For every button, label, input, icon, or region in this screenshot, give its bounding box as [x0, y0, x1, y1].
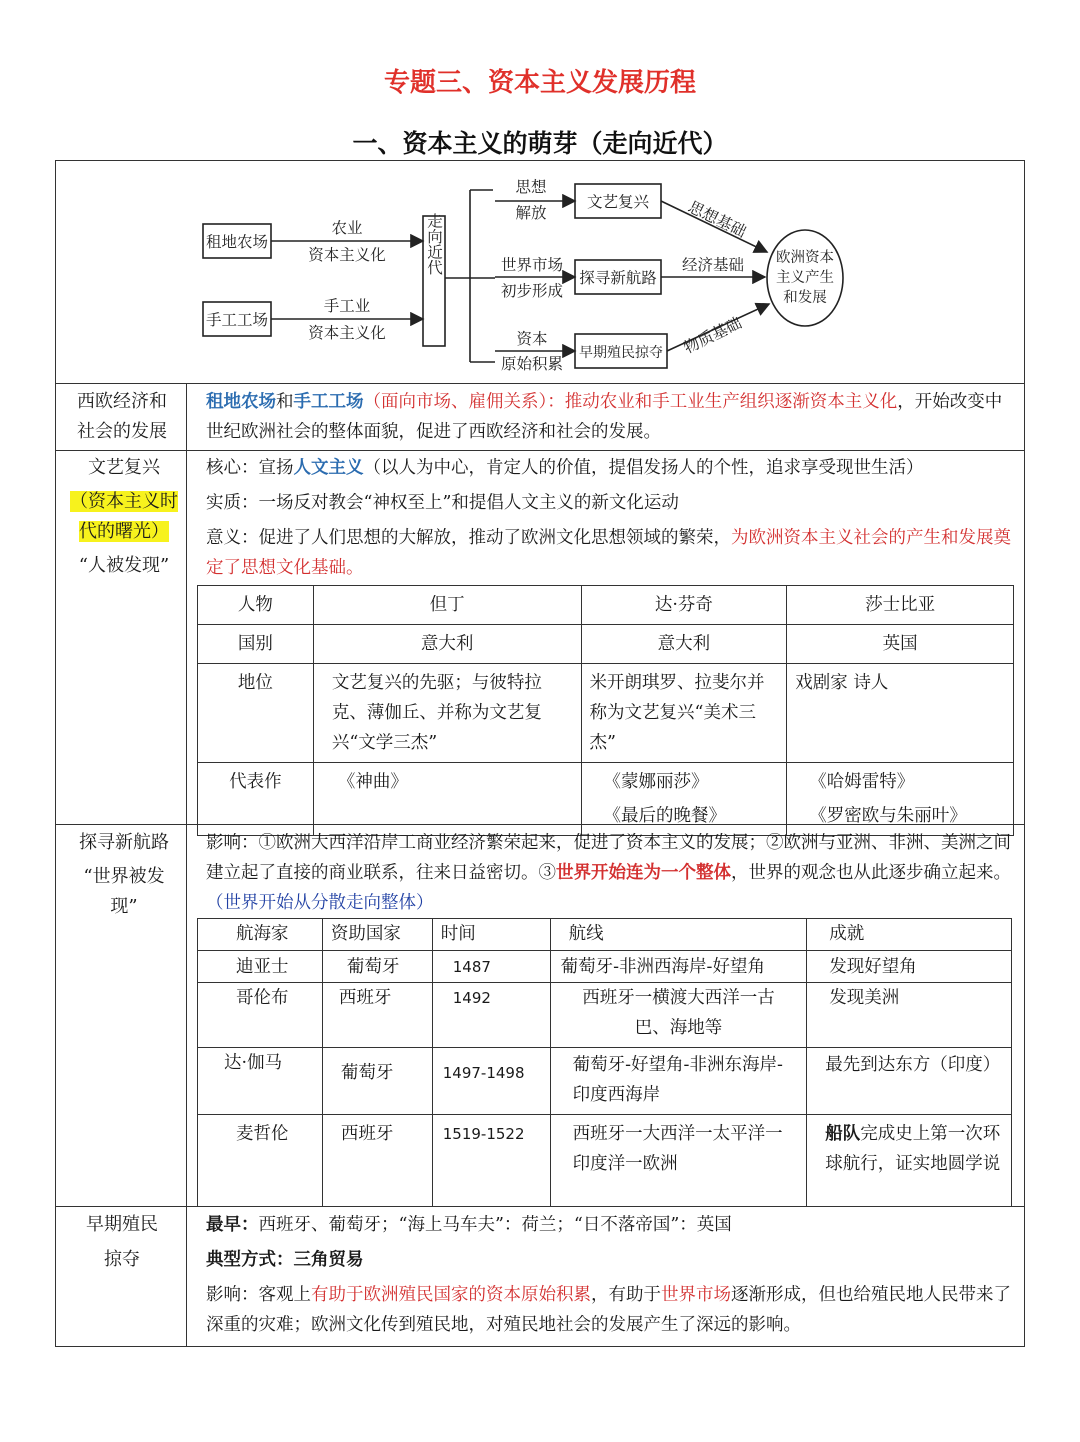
- row-label-line: 西欧经济和: [77, 391, 167, 412]
- highlighted-label: （资本主义时代的曙光）: [70, 491, 178, 542]
- table-cell: 莎士比亚: [787, 586, 1014, 625]
- table-cell: 葡萄牙-好望角-非洲东海岸-印度西海岸: [550, 1048, 807, 1115]
- text: 西班牙、葡萄牙；“海上马车夫”：荷兰；“日不落帝国”：英国: [258, 1215, 732, 1235]
- diagram-label: 解放: [515, 204, 547, 222]
- table-cell: 意大利: [313, 625, 581, 664]
- diagram-label: 手工工场: [205, 311, 269, 329]
- row-label-line: 探寻新航路: [79, 832, 169, 853]
- table-cell: [581, 763, 787, 836]
- diagram-label-vertical: 走向近代: [425, 213, 443, 275]
- row-label: [70, 828, 178, 922]
- table-cell: 西班牙: [322, 1115, 432, 1207]
- text: 核心：宣扬: [206, 458, 294, 478]
- work-title: 《罗密欧与朱丽叶》: [809, 806, 967, 826]
- diagram-label: 主义产生: [776, 270, 834, 286]
- table-cell: 文艺复兴的先驱；与彼特拉克、薄伽丘、并称为文艺复兴“文学三杰”: [313, 664, 581, 763]
- row-label-line: “世界被发现”: [83, 866, 165, 917]
- text: ，开始改变中世纪欧洲社会的整体面貌，促进了西欧经济和社会的发展。: [206, 392, 1003, 442]
- renaissance-table: [197, 585, 1014, 836]
- keyword: 手工工场: [293, 392, 364, 412]
- table-cell: 葡萄牙: [322, 951, 432, 983]
- diagram-label: 手工业: [323, 297, 371, 315]
- flow-diagram: [195, 172, 855, 377]
- diagram-label: 资本主义化: [308, 324, 386, 342]
- table-cell: 1487: [432, 951, 550, 983]
- diagram-label: 租地农场: [205, 233, 269, 251]
- divider: [55, 383, 1025, 384]
- text: （以人为中心，肯定人的价值，提倡发扬人的个性，追求享受现世生活）: [363, 458, 924, 478]
- table-cell: 葡萄牙-非洲西海岸-好望角: [550, 951, 807, 983]
- table-cell: 葡萄牙: [322, 1048, 432, 1115]
- table-cell: 1497-1498: [432, 1048, 550, 1115]
- page-title: 专题三、资本主义发展历程: [383, 68, 696, 98]
- diagram-label: 物质基础: [680, 313, 745, 358]
- table-cell: 1519-1522: [432, 1115, 550, 1207]
- table-cell: 地位: [198, 664, 314, 763]
- table-header: 航线: [550, 919, 807, 951]
- table-cell: 《神曲》: [313, 763, 581, 836]
- table-cell: [787, 763, 1014, 836]
- table-header: 资助国家: [322, 919, 432, 951]
- table-cell: 发现美洲: [807, 983, 1012, 1048]
- diagram-label: 思想: [515, 178, 547, 196]
- table-header: 成就: [807, 919, 1012, 951]
- voyages-table: [197, 918, 1012, 1207]
- bold-text: 典型方式：三角贸易: [206, 1250, 364, 1270]
- text: 完成史上第一次环球航行，证实地圆学说: [825, 1124, 1001, 1174]
- table-cell: 戏剧家 诗人: [787, 664, 1014, 763]
- text: 和: [276, 392, 294, 412]
- section-text: [206, 828, 1014, 918]
- keyword: 人文主义: [293, 458, 364, 478]
- keyword: 租地农场: [206, 392, 276, 412]
- row-label-line: 文艺复兴: [88, 457, 160, 478]
- work-title: 《蒙娜丽莎》: [603, 772, 709, 792]
- highlight-text: （面向市场、雇佣关系）：推动农业和手工业生产组织逐渐资本主义化: [363, 392, 898, 412]
- row-label-line: 掠夺: [104, 1249, 140, 1270]
- table-cell: 英国: [787, 625, 1014, 664]
- table-cell: 人物: [198, 586, 314, 625]
- section-heading: 一、资本主义的萌芽（走向近代）: [352, 129, 728, 158]
- diagram-label: 欧洲资本: [776, 250, 834, 266]
- diagram-label: 世界市场: [500, 256, 564, 274]
- column-divider: [186, 383, 187, 1346]
- diagram-label: 早期殖民掠夺: [579, 345, 663, 361]
- section-text: [206, 453, 1014, 583]
- diagram-label: 探寻新航路: [579, 269, 657, 287]
- divider: [55, 450, 1025, 451]
- diagram-label: 文艺复兴: [586, 193, 650, 211]
- table-cell: 但丁: [313, 586, 581, 625]
- table-cell: 1492: [432, 983, 550, 1048]
- table-cell: 达·伽马: [198, 1048, 323, 1115]
- text: 实质：一场反对教会“神权至上”和提倡人文主义的新文化运动: [206, 493, 679, 513]
- bold-text: 最早：: [206, 1215, 259, 1235]
- table-cell: 西班牙: [322, 983, 432, 1048]
- highlight-text: 有助于欧洲殖民国家的资本原始积累: [311, 1285, 591, 1305]
- diagram-label: 和发展: [783, 290, 827, 306]
- table-cell: 发现好望角: [807, 951, 1012, 983]
- row-label-line: 早期殖民: [86, 1214, 158, 1235]
- diagram-label: 农业: [331, 219, 363, 237]
- key-point: 世界开始连为一个整体: [556, 863, 731, 883]
- text: 意义：促进了人们思想的大解放，推动了欧洲文化思想领域的繁荣，: [206, 528, 731, 548]
- row-label: [70, 453, 178, 581]
- row-label: [57, 1210, 187, 1275]
- work-title: 《哈姆雷特》: [809, 772, 915, 792]
- section-text: [206, 1210, 1014, 1340]
- diagram-label: 经济基础: [681, 256, 745, 274]
- table-cell: 国别: [198, 625, 314, 664]
- highlight-text: 世界市场: [661, 1285, 731, 1305]
- diagram-label: 原始积累: [500, 355, 564, 373]
- table-cell: 西班牙一横渡大西洋一古巴、海地等: [550, 983, 807, 1048]
- highlight-text: 为欧洲资本主义社会的产生和发展奠定了思想文化基础。: [206, 528, 1011, 578]
- table-cell: 意大利: [581, 625, 787, 664]
- table-cell: 西班牙一大西洋一太平洋一印度洋一欧洲: [550, 1115, 807, 1207]
- note: （世界开始从分散走向整体）: [206, 893, 434, 913]
- table-cell: [807, 1115, 1012, 1207]
- table-cell: 麦哲伦: [198, 1115, 323, 1207]
- text: 逐渐形成，但也给殖民地人民带来了深重的灾难；欧洲文化传到殖民地，对殖民地社会的发展产生了深远的影响。: [206, 1285, 1011, 1335]
- diagram-label: 资本主义化: [308, 246, 386, 264]
- text: ，世界的观念也从此逐步确立起来。: [731, 863, 1011, 883]
- table-cell: 达·芬奇: [581, 586, 787, 625]
- table-cell: 米开朗琪罗、拉斐尔并称为文艺复兴“美术三杰”: [581, 664, 787, 763]
- table-header: 航海家: [198, 919, 323, 951]
- table-cell: 最先到达东方（印度）: [807, 1048, 1012, 1115]
- table-cell: 代表作: [198, 763, 314, 836]
- table-header: 时间: [432, 919, 550, 951]
- text: 影响：①欧洲大西洋沿岸工商业经济繁荣起来，促进了资本主义的发展；②欧洲与亚洲、非洲、美洲之间建立起了直接的商业联系，往来日益密切。③: [206, 833, 1011, 883]
- work-title: 《最后的晚餐》: [603, 806, 726, 826]
- row-label-line: 社会的发展: [77, 421, 167, 442]
- diagram-label: 初步形成: [500, 282, 564, 300]
- section-text: [206, 387, 1014, 447]
- text: ，有助于: [591, 1285, 661, 1305]
- diagram-label: 资本: [516, 330, 548, 348]
- text: 影响：客观上: [206, 1285, 311, 1305]
- bold-text: 船队: [825, 1124, 861, 1144]
- diagram-label: 思想基础: [685, 197, 750, 242]
- table-cell: 迪亚士: [198, 951, 323, 983]
- row-label-line: “人被发现”: [78, 555, 170, 576]
- table-cell: 哥伦布: [198, 983, 323, 1048]
- row-label: [57, 387, 187, 447]
